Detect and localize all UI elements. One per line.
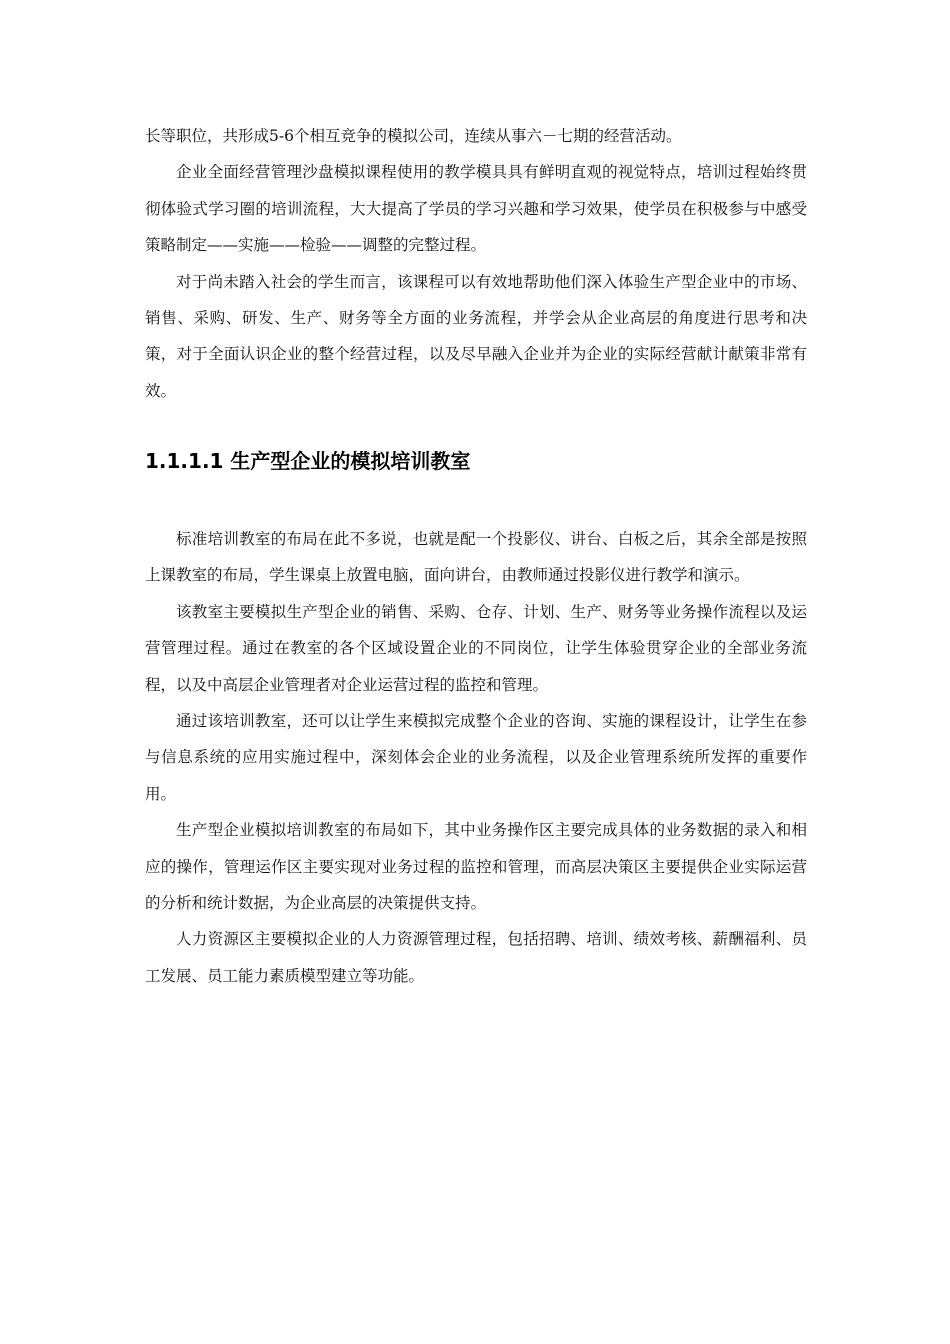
paragraph-standard-layout: 标准培训教室的布局在此不多说，也就是配一个投影仪、讲台、白板之后，其余全部是按照上课教室的布局，学生课桌上放置电脑，面向讲台，由教师通过投影仪进行教学和演示。 — [145, 530, 807, 585]
paragraph-classroom-purpose: 该教室主要模拟生产型企业的销售、采购、仓存、计划、生产、财务等业务操作流程以及运营管理过程。通过在教室的各个区域设置企业的不同岗位，让学生体验贯穿企业的全部业务流程，以及中高层企业管理者对企业运营过程的监控和管理。 — [145, 602, 807, 694]
classroom-section — [145, 521, 807, 994]
paragraph-course-features: 企业全面经营管理沙盘模拟课程使用的教学模具具有鲜明直观的视觉特点，培训过程始终贯彻体验式学习圈的培训流程，大大提高了学员的学习兴趣和学习效果，使学员在积极参与中感受策略制定——实施——检验——调整的完整过程。 — [145, 163, 807, 255]
paragraph-course-design: 通过该培训教室，还可以让学生来模拟完成整个企业的咨询、实施的课程设计，让学生在参与信息系统的应用实施过程中，深刻体会企业的业务流程，以及企业管理系统所发挥的重要作用。 — [145, 712, 807, 803]
paragraph-classroom-zones: 生产型企业模拟培训教室的布局如下，其中业务操作区主要完成具体的业务数据的录入和相应的操作，管理运作区主要实现对业务过程的监控和管理，而高层决策区主要提供企业实际运营的分析和统计数据，为企业高层的决策提供支持。 — [145, 821, 807, 913]
section-heading: 1.1.1.1 生产型企业的模拟培训教室 — [145, 449, 471, 473]
paragraph-student-benefits: 对于尚未踏入社会的学生而言，该课程可以有效地帮助他们深入体验生产型企业中的市场、销售、采购、研发、生产、财务等全方面的业务流程，并学会从企业高层的角度进行思考和决策，对于全面认识企业的整个经营过程，以及尽早融入企业并为企业的实际经营献计献策非常有效。 — [145, 272, 807, 400]
intro-section — [145, 118, 807, 409]
paragraph-hr-zone: 人力资源区主要模拟企业的人力资源管理过程，包括招聘、培训、绩效考核、薪酬福利、员工发展、员工能力素质模型建立等功能。 — [145, 930, 807, 985]
paragraph-continuation: 长等职位，共形成5-6个相互竞争的模拟公司，连续从事六－七期的经营活动。 — [145, 127, 682, 145]
